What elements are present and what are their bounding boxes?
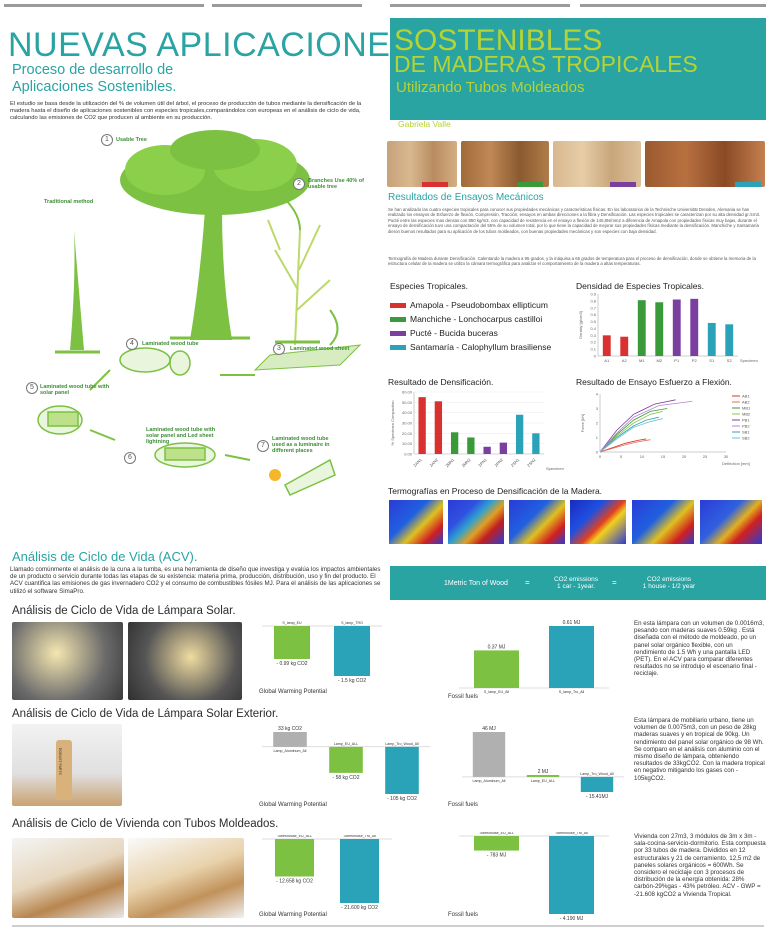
y-tick-label: 2 bbox=[595, 420, 598, 426]
bar-category-label: Tubeshouse_Tro_All bbox=[555, 832, 588, 835]
legend-label: SB2 bbox=[742, 435, 750, 441]
y-tick-label: 3 bbox=[595, 406, 598, 411]
process-title-line1: Proceso de desarrollo de bbox=[12, 62, 174, 78]
bar-value-label: - 58 kg CO2 bbox=[332, 774, 360, 781]
bar bbox=[581, 777, 613, 792]
usable-tree-icon bbox=[120, 130, 310, 340]
swatch-red bbox=[390, 303, 406, 308]
thermography-text: Termografía de Madera durante Densificación. Calentando la madera a 95 grados, y la máquina a 65 grados de temperatura para el proceso de densificación, donde se obtiene la memoria de la estructura celular de la madera se utilizo la cámara termográfica para analizar el comportamiento de la madera a altas temperaturas. bbox=[388, 256, 756, 267]
step-number: 7 bbox=[257, 440, 269, 452]
banner-co2-house-1: CO2 emissions bbox=[646, 576, 692, 583]
house-text: Vivienda con 27m3, 3 módulos de 3m x 3m - sala-cocina-servicio-dormitorio. Esta compuesta por 33 tubos de madera. Divididos en 12 estructurales y 21 de cerramiento. 12,5 m2 de paneles solares orgánicos = 600Wh. Se considero el reciclaje con 3 procesos de distribución de la energía obtenida: 28% carbón-29%gas - 43% petróleo. ACV - GWP = -21.608 kgCO2 a Vivienda Tropical. bbox=[634, 833, 766, 898]
step-label: Laminated wood tube with solar panel and Led sheet lightning bbox=[146, 427, 216, 445]
gwp-caption: Global Warming Potential bbox=[259, 912, 327, 918]
thermo-image bbox=[509, 500, 565, 544]
bar bbox=[334, 626, 370, 676]
bar bbox=[638, 300, 646, 356]
bar-category-label: S_lamp_EU_All bbox=[483, 690, 510, 694]
thermo-image bbox=[570, 500, 626, 544]
lamp-ext-gwp-chart bbox=[258, 722, 433, 810]
y-tick-label: 0.4 bbox=[590, 325, 596, 331]
wood-photo-santamaria bbox=[645, 141, 765, 187]
process-title-line2: Aplicaciones Sostenibles. bbox=[12, 79, 177, 95]
ff-caption: Fossil fuels bbox=[448, 694, 479, 700]
x-axis-label: Specimen bbox=[546, 466, 564, 471]
legend-label: PB2 bbox=[742, 423, 750, 429]
step-label: Branches Use 40% of usable tree bbox=[308, 178, 364, 190]
lamp-photo bbox=[128, 622, 242, 700]
led-tube-icon bbox=[155, 443, 215, 467]
author: Gabriela Valle bbox=[398, 119, 451, 129]
x-tick-label: A2 bbox=[621, 358, 627, 363]
top-rule bbox=[4, 4, 204, 7]
step-number: 2 bbox=[293, 178, 305, 190]
bar bbox=[620, 337, 628, 356]
mechanical-text: Se han analizado las cuatro especies tropicales para conocer sus propiedades mecánicas y características físicas. En los laboratorios de la Technische Universität Dresden, Alemania se han realizado los ensayos de Esfuerzo de flexión, Compresión, Tracción, ensayos en ambas direcciones a la fibra y Densificación. Las especies tropicales se caracterizan por su alta densidad gr./cm3. Pucté entre las especies mas densas con 850 kg/m3, con capacidad de resistencia en el ensayo a flexión de 145,8N/mm2 a diferencia de Amapola con propiedades físicas muy bajas, durante el ensayo de densificación tuvo una compactación del 55% de su volumen total, por lo que tiene la capacidad de mejorar sus propiedades físicas mediante la densificación. Manchiche y Santamaría dieron buenos resultados para su aplicación de los tubos moldeados, con buenas propiedades mecánicas y son especies con baja densidad. bbox=[388, 207, 761, 234]
bar-category-label: Lamp_Aluminum_All bbox=[472, 778, 506, 783]
species-name: Manchiche - Lonchocarpus castilloi bbox=[410, 314, 543, 324]
bar-value-label: - 12.658 kg CO2 bbox=[276, 878, 313, 885]
banner-co2-house bbox=[624, 576, 714, 590]
y-tick-label: 1 bbox=[595, 435, 598, 440]
bar-value-label: - 15.41MJ bbox=[585, 794, 609, 800]
x-tick-label: 2SN1 bbox=[509, 457, 521, 468]
y-tick-label: 0.1 bbox=[590, 346, 596, 352]
lamp-text: En esta lámpara con un volumen de 0.0016m3, pesando con maderas suaves 0.59kg . Está diseñada con el método de moldeado, po un panel solar orgánico flexible, con un rendimiento de 1.5 Wh y una pantalla LED (PET). En el ACV para comparar diferentes resultados no se introdujo el escenario final - reciclaje. bbox=[634, 620, 765, 678]
title-maderas: DE MADERAS TROPICALES bbox=[394, 51, 698, 77]
thermo-image bbox=[448, 500, 504, 544]
banner-co2-car-2: 1 car - 1year. bbox=[557, 583, 595, 590]
thermo-title: Termografías en Proceso de Densificación de la Madera. bbox=[388, 486, 603, 496]
banner-co2-car bbox=[548, 576, 604, 590]
bar bbox=[532, 433, 539, 454]
gwp-caption: Global Warming Potential bbox=[259, 689, 327, 695]
species-legend bbox=[390, 299, 551, 353]
branches-icon bbox=[268, 220, 330, 345]
bar-category-label: Tubeshouse_Tro_All bbox=[343, 835, 376, 838]
step-label: Laminated wood tube with solar panel bbox=[40, 384, 110, 396]
x-tick-label: M1 bbox=[638, 358, 645, 363]
x-tick-label: 30 bbox=[723, 454, 729, 459]
bar-value-label: 0.37 MJ bbox=[487, 644, 506, 651]
x-tick-label: P2 bbox=[691, 358, 697, 363]
bar bbox=[275, 839, 314, 877]
x-tick-label: P1 bbox=[674, 358, 680, 363]
bar bbox=[527, 775, 559, 777]
density-chart bbox=[576, 290, 766, 370]
banner-left: 1Metric Ton of Wood bbox=[444, 580, 508, 587]
bar-category-label: S_lamp_TRO bbox=[341, 621, 363, 625]
bar bbox=[673, 300, 681, 356]
lamp-ff-chart bbox=[455, 618, 615, 698]
y-tick-label: 0.3 bbox=[590, 332, 596, 338]
y-tick-label: 40.00 bbox=[401, 410, 412, 416]
bar bbox=[274, 626, 310, 659]
x-axis-label: Deflection [mm] bbox=[722, 461, 750, 466]
legend-label: AB1 bbox=[742, 393, 750, 399]
lamp-ext-ff-chart bbox=[460, 722, 625, 810]
species-item bbox=[390, 341, 551, 353]
color-tag bbox=[517, 182, 543, 187]
bar bbox=[474, 650, 519, 688]
bar-category-label: Lamp_Aluminum_All bbox=[273, 748, 307, 753]
lamp-ext-text: Esta lámpara de mobiliario urbano, tiene un volumen de 0.0075m3, con un peso de 28kg maderas suaves y en tropical de 90kg. Un rendimiento del panel solar orgánico de 98 Wh. Se comparo en el análisis con aluminio con el mismo diseño de lámpara, obteniendo resultados de 33kgCO2. Con la madera tropical en negativo mitigando los gases con - 105kgCO2. bbox=[634, 717, 765, 782]
lamp-ext-title: Análisis de Ciclo de Vida de Lámpara Solar Exterior. bbox=[12, 708, 279, 720]
process-intro: El estudio se basa desde la utilización del % de volumen útil del árbol, el proceso de producción de tubos mediante la densificación de la madera hasta el diseño de aplicaciones sostenibles con especies tropicales,comparándolos con europeas en el análisis de ciclo de vida, calculando las emisiones de CO2 que producen al ambiente en su producción. bbox=[10, 101, 362, 121]
lamp-photo bbox=[12, 622, 123, 700]
x-tick-label: 15 bbox=[660, 454, 666, 459]
bar bbox=[655, 302, 663, 356]
bar bbox=[708, 323, 716, 356]
y-tick-label: 20.00 bbox=[401, 430, 412, 436]
species-item bbox=[390, 327, 551, 339]
species-title: Especies Tropicales. bbox=[390, 281, 468, 291]
series-line bbox=[600, 401, 692, 452]
y-tick-label: 4 bbox=[595, 391, 598, 397]
y-tick-label: 60.00 bbox=[401, 389, 412, 395]
x-tick-label: 2SN2 bbox=[525, 457, 537, 468]
bar bbox=[516, 415, 523, 454]
bar-value-label: - 105 kg CO2 bbox=[387, 796, 417, 802]
species-name: Pucté - Bucida buceras bbox=[410, 328, 498, 338]
bar-category-label: Tubeshouse_EU_ALL bbox=[276, 835, 313, 838]
wood-tube-icon bbox=[120, 348, 190, 375]
step-label: Usable Tree bbox=[116, 137, 147, 143]
arrow-icon bbox=[330, 310, 338, 345]
y-tick-label: 30.00 bbox=[401, 420, 412, 426]
y-tick-label: 0.8 bbox=[590, 298, 596, 304]
ff-caption: Fossil fuels bbox=[448, 802, 479, 808]
bar bbox=[549, 836, 594, 914]
ff-caption: Fossil fuels bbox=[448, 912, 479, 918]
bar-value-label: - 1.5 kg CO2 bbox=[337, 678, 367, 684]
x-tick-label: 2PN1 bbox=[477, 457, 488, 468]
density-title: Densidad de Especies Tropicales. bbox=[576, 281, 705, 291]
y-tick-label: 0.2 bbox=[590, 339, 596, 345]
flex-title: Resultado de Ensayo Esfuerzo a Flexión. bbox=[576, 377, 732, 387]
thermo-image bbox=[389, 500, 443, 544]
banner-co2-car-1: CO2 emissions bbox=[553, 576, 599, 583]
step-label: Laminated wood sheet bbox=[290, 346, 350, 352]
bar bbox=[385, 747, 419, 794]
bar-category-label: S_lamp_EU bbox=[282, 621, 302, 625]
species-name: Santamaría - Calophyllum brasiliense bbox=[410, 342, 552, 352]
x-tick-label: 0 bbox=[598, 454, 602, 459]
legend-label: SB1 bbox=[742, 429, 750, 435]
swatch-teal bbox=[390, 345, 406, 350]
wood-photo-pucte bbox=[553, 141, 641, 187]
wood-photo-amapola bbox=[387, 141, 457, 187]
top-rule bbox=[212, 4, 362, 7]
species-name: Amapola - Pseudobombax ellipticum bbox=[410, 300, 548, 310]
step-number: 3 bbox=[273, 343, 285, 355]
x-tick-label: 2AN1 bbox=[412, 457, 423, 468]
species-item bbox=[390, 299, 551, 311]
bar bbox=[690, 299, 698, 356]
thermo-image bbox=[632, 500, 694, 544]
y-tick-label: 10.00 bbox=[401, 441, 412, 447]
legend-label: AB2 bbox=[742, 399, 750, 405]
swatch-purple bbox=[390, 331, 406, 336]
traditional-trunk-icon bbox=[70, 230, 84, 350]
legend-label: MB2 bbox=[742, 411, 751, 417]
y-tick-label: 0 bbox=[593, 353, 596, 359]
banner-eq: = bbox=[612, 578, 617, 587]
bar-value-label: 33 kg CO2 bbox=[278, 726, 302, 732]
bar-value-label: - 783 MJ bbox=[486, 852, 507, 859]
y-tick-label: 0 bbox=[595, 449, 598, 455]
bar-value-label: - 4.190 MJ bbox=[559, 916, 584, 920]
bar-category-label: Lamp_EU_ALL bbox=[333, 741, 359, 746]
title-sostenibles: SOSTENIBLES bbox=[394, 24, 603, 57]
bar-value-label: - 21.600 kg CO2 bbox=[341, 905, 378, 911]
step-number: 4 bbox=[126, 338, 138, 350]
process-title bbox=[12, 62, 176, 96]
x-tick-label: S1 bbox=[709, 358, 715, 363]
x-tick-label: A1 bbox=[604, 358, 610, 363]
step-number: 5 bbox=[26, 382, 38, 394]
densification-chart bbox=[388, 388, 568, 478]
bar-category-label: S_lamp_Tro_All bbox=[558, 690, 585, 694]
lamp-gwp-chart bbox=[258, 618, 388, 696]
x-tick-label: M2 bbox=[656, 358, 663, 363]
bar-category-label: Lamp_EU_ALL bbox=[530, 778, 556, 783]
series-line bbox=[600, 409, 667, 453]
y-tick-label: 0.7 bbox=[590, 305, 596, 311]
legend-label: PB1 bbox=[742, 417, 750, 423]
bar bbox=[467, 437, 474, 454]
color-tag bbox=[610, 182, 636, 187]
step-number: 1 bbox=[101, 134, 113, 146]
luminaire-icon bbox=[269, 460, 335, 495]
bar bbox=[340, 839, 379, 903]
page-title: NUEVAS APLICACIONES bbox=[8, 26, 414, 64]
x-axis-label: Specimen bbox=[740, 358, 758, 363]
mechanical-title: Resultados de Ensayos Mecánicos bbox=[388, 192, 544, 203]
bar bbox=[500, 443, 507, 454]
solar-tube-icon bbox=[38, 406, 82, 434]
acv-text: Llamado comúnmente el análisis de la cuna a la tumba, es una herramienta de diseño que investiga y evalúa los impactos ambientales de un producto o servicio durante todas las etapas de su existencia: materia prima, producción, distribución, uso y fin del producto. El ACV cuantifica las emisiones de gas invernadero CO2 y el consumo de combustibles fósiles MJ. Para el análisis de las aplicaciones se utilizó el software SimaPro. bbox=[10, 566, 381, 595]
color-tag bbox=[422, 182, 448, 187]
step-number: 6 bbox=[124, 452, 136, 464]
wood-photo-manchiche bbox=[461, 141, 549, 187]
lamp-title: Análisis de Ciclo de Vida de Lámpara Solar. bbox=[12, 605, 236, 617]
series-line bbox=[600, 419, 663, 452]
bar bbox=[725, 324, 733, 356]
swatch-green bbox=[390, 317, 406, 322]
bar-category-label: Lamp_Tro_Wood_All bbox=[580, 771, 614, 776]
house-photo bbox=[128, 838, 244, 918]
acv-title: Análisis de Ciclo de Vida (ACV). bbox=[12, 549, 198, 564]
legend-label: MB1 bbox=[742, 405, 751, 411]
x-tick-label: 2MN1 bbox=[444, 457, 456, 469]
densification-title: Resultado de Densificación. bbox=[388, 377, 494, 387]
banner-eq: = bbox=[525, 578, 530, 587]
y-axis-label: Force [kN] bbox=[580, 413, 585, 433]
house-photo bbox=[12, 838, 124, 918]
bar-value-label: 46 MJ bbox=[482, 726, 496, 732]
x-tick-label: 10 bbox=[639, 454, 645, 459]
bar bbox=[273, 732, 307, 747]
flex-chart bbox=[576, 388, 766, 478]
house-ff-chart bbox=[455, 832, 615, 920]
x-tick-label: S2 bbox=[726, 358, 732, 363]
bar bbox=[474, 836, 519, 851]
house-title: Análisis de Ciclo de Vivienda con Tubos Moldeados. bbox=[12, 818, 279, 830]
bar bbox=[451, 432, 458, 454]
color-tag bbox=[735, 182, 761, 187]
traditional-label: Traditional method bbox=[44, 199, 94, 205]
banner-co2-house-2: 1 house - 1/2 year bbox=[642, 583, 696, 590]
bar bbox=[483, 447, 490, 454]
arrow-icon bbox=[90, 430, 115, 440]
bar-value-label: 0.61 MJ bbox=[562, 620, 581, 626]
bar bbox=[549, 626, 594, 688]
bar-category-label: Tubeshouse_EU_ALL bbox=[478, 832, 515, 835]
arrow-icon bbox=[225, 455, 250, 460]
x-tick-label: 2PN2 bbox=[493, 457, 505, 468]
bar-value-label: - 0.99 kg CO2 bbox=[276, 661, 308, 667]
y-tick-label: 0.6 bbox=[590, 312, 596, 318]
house-gwp-chart bbox=[258, 835, 403, 917]
bottom-rule bbox=[12, 925, 764, 927]
bar-value-label: 2 MJ bbox=[537, 768, 549, 775]
bar bbox=[435, 401, 442, 454]
y-axis-label: Density [g/cm3] bbox=[578, 311, 583, 339]
thermo-image bbox=[700, 500, 762, 544]
y-axis-label: % Specimen Compaction bbox=[390, 400, 395, 446]
lamp-post-text: ROBUST PARTS bbox=[58, 748, 62, 775]
top-rule bbox=[390, 4, 570, 7]
series-line bbox=[600, 411, 663, 452]
y-tick-label: 0.5 bbox=[590, 319, 596, 325]
y-tick-label: 50.00 bbox=[401, 399, 412, 405]
bar-category-label: Lamp_Tro_Wood_All bbox=[385, 741, 419, 746]
series-line bbox=[600, 417, 659, 452]
bar bbox=[418, 397, 425, 454]
bar bbox=[329, 747, 363, 773]
x-tick-label: 2MN2 bbox=[460, 457, 472, 469]
bar bbox=[473, 732, 505, 777]
y-tick-label: 0.00 bbox=[404, 451, 412, 457]
step-label: Laminated wood tube bbox=[142, 341, 199, 347]
x-tick-label: 2AN2 bbox=[428, 457, 440, 468]
x-tick-label: 25 bbox=[702, 454, 708, 459]
gwp-caption: Global Warming Potential bbox=[259, 802, 327, 808]
step-label: Laminated wood tube used as a luminaire in different places bbox=[272, 436, 330, 454]
y-tick-label: 0.9 bbox=[590, 291, 596, 297]
species-item bbox=[390, 313, 551, 325]
bar bbox=[603, 335, 611, 356]
x-tick-label: 5 bbox=[619, 454, 623, 459]
x-tick-label: 20 bbox=[681, 454, 687, 459]
top-rule bbox=[580, 4, 766, 7]
subtitle: Utilizando Tubos Moldeados bbox=[396, 79, 585, 96]
